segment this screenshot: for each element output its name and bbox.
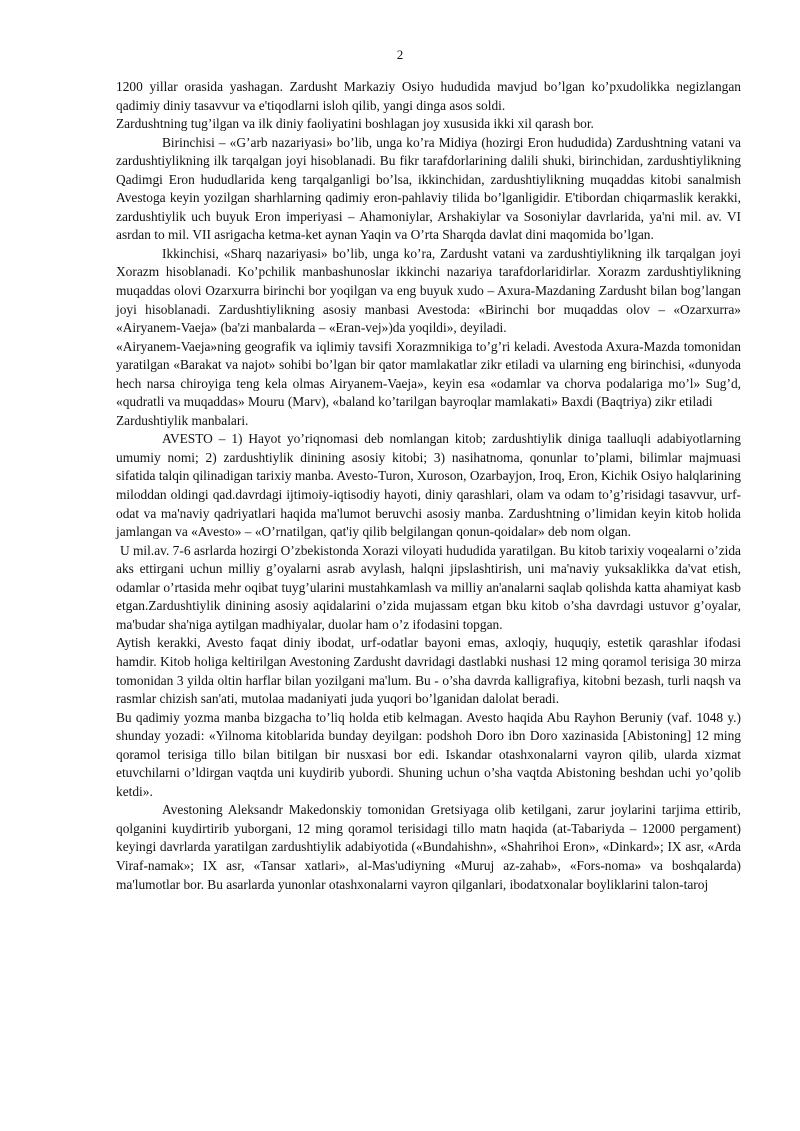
paragraph: Bu qadimiy yozma manba bizgacha to’liq holda etib kelmagan. Avesto haqida Abu Rayhon Beruniy (vaf. 1048 y.) shunday yozadi: «Yilnoma kitoblarida bunday deyilgan: podshoh Doro ibn Doro xazinasida [Abistoning] 12 ming qoramol terisiga tillo bilan bitilgan bir nusxasi bor edi. Iskandar otashxonalarni vayron qilib, ularda xizmat etuvchilarni o’ldirgan vaqtda uni kuydirib yubordi. Shuning uchun o’sha vaqtda Abistoning beshdan uchi yo’qolib ketdi».: [116, 709, 741, 799]
paragraph: «Airyanem-Vaeja»ning geografik va iqlimiy tavsifi Xorazmnikiga to’g’ri keladi. Avestoda Axura-Mazda tomonidan yaratilgan «Barakat va najot» sohibi bo’lgan bir qator mamlakatlar zikr etiladi va ularning eng birinchisi, «dunyoda hech narsa chiroyiga teng kela olmas Airyanem-Vaeja», keyin esa «odamlar va chorva podalariga mo’l» Sug’d, «qudratli va muqaddas» Mouru (Marv), «baland ko’tarilgan bayroqlar mamlakati» Baxdi (Baqtriya) zikr etiladi: [116, 338, 741, 410]
paragraph: U mil.av. 7-6 asrlarda hozirgi O’zbekistonda Xorazi viloyati hududida yaratilgan. Bu kitob tarixiy voqealarni o’zida aks ettirgani uchun milliy g’oyalarni asrab avylash, halqni jipslashtirish, uni ma'naviy yuksaklikka da'vat etish, odamlar o’rtasida mehr oqibat tuyg’ularini mustahkamlash va milliy an'analarni saqlab qolishda katta ahamiyat kasb etgan.Zardushtiylik dinining asosiy aqidalarini o’zida mujassam etgan bku kitob o’sha davrdagi ustuvor g’oyalar, ma'budar sha'niga aytilgan madhiyalar, duolar ham o’z ifodasini topgan.: [116, 542, 741, 632]
section-heading: Zardushtiylik manbalari.: [116, 412, 249, 428]
paragraph: Ikkinchisi, «Sharq nazariyasi» bo’lib, unga ko’ra, Zardusht vatani va zardushtiylikning ilk tarqalgan joyi Xorazm hisoblanadi. Ko’pchilik manbashunoslar ikkinchi nazariya tarafdorlaridirlar. Xorazm zardushtiylikning muqaddas olovi Ozarxurra birinchi bor yoqilgan va eng buyuk xudo – Axura-Mazdaning Zardusht bilan bog’langan joyi hisoblanadi. Zardushtiylikning asosiy manbasi Avestoda: «Birinchi bor muqaddas olov – «Ozarxurra» «Airyanem-Vaeja» (ba'zi manbalarda – «Eran-vej»)da yoqildi», deyiladi.: [116, 245, 741, 336]
paragraph: Birinchisi – «G’arb nazariyasi» bo’lib, unga ko’ra Midiya (hozirgi Eron hududida) Zardushtning vatani va zardushtiylikning ilk tarqalgan joyi hisoblanadi. Bu fikr tarafdorlarining dalili shuki, birinchidan, zardushtiylikning Qadimgi Eron hududlarida keng tarqalganligi bo’lsa, ikkinchidan, zardushtiylikning muqaddas kitobi sanalmish Avestoga keyin yozilgan sharhlarning qadimiy eron-pahlaviy tilida bo’lganligidir. E'tibordan chiqarmaslik kerakki, zardushtiylik uch buyuk Eron imperiyasi – Ahamoniylar, Arshakiylar va Sosoniylar davrlarida, ya'ni mil. av. VI asrdan to mil. VII asrigacha ketma-ket aynan Yaqin va O’rta Sharqda davlat dini maqomida bo’lgan.: [116, 134, 741, 243]
paragraph: Zardushtning tug’ilgan va ilk diniy faoliyatini boshlagan joy xususida ikki xil qarash bor.: [116, 116, 594, 132]
paragraph: 1200 yillar orasida yashagan. Zardusht Markaziy Osiyo hududida mavjud bo’lgan ko’pxudolikka negizlangan qadimiy diniy tasavvur va e'tiqodlarni isloh qilib, yangi dinga asos soldi.: [116, 79, 741, 113]
paragraph: AVESTO – 1) Hayot yo’riqnomasi deb nomlangan kitob; zardushtiylik diniga taalluqli adabiyotlarning umumiy nomi; 2) zardushtiylik dinining asosiy kitobi; 3) nasihatnoma, qonunlar to’plami, bilimlar majmuasi sifatida talqin qilinadigan tarixiy manba. Avesto-Turon, Xuroson, Ozarbayjon, Iroq, Eron, Kichik Osiyo halqlarining miloddan oldingi qad.davrdagi ijtimoiy-iqtisodiy hayoti, diniy qarashlari, olam va odam to’g’risidagi tasavvur, urf-odat va ma'naviy qadriyatlari haqida ma'lumot beruvchi asosiy manba. Zardushtning o’limidan keyin kitob holida jamlangan va «Avesto» – «O’rnatilgan, qat'iy qilib belgilangan qonun-qoidalar» deb nom olgan.: [116, 431, 741, 540]
paragraph: Aytish kerakki, Avesto faqat diniy ibodat, urf-odatlar bayoni emas, axloqiy, huquqiy, estetik qarashlar ifodasi hamdir. Kitob holiga keltirilgan Avestoning Zardusht davridagi dastlabki nushasi 12 ming qoramol terisiga 30 mirza tomonidan 3 yilda oltin harflar bilan yozilgani ma'lum. Bu - o’sha davrda kalligrafiya, kitobni bezash, turli naqsh va rasmlar chizish san'ati, mutolaa madaniyati juda yuqori bo’lganidan dalolat beradi.: [116, 635, 741, 707]
body-text: [116, 78, 741, 894]
paragraph: Avestoning Aleksandr Makedonskiy tomonidan Gretsiyaga olib ketilgani, zarur joylarini tarjima ettirib, qolganini kuydirtirib yuborgani, 12 ming qoramol terisidagi tillo matn haqida (at-Tabariyda – 12000 pergament) keyingi davrlarda yaratilgan zardushtiylik adabiyotida («Bundahishn», «Shahrihoi Eron», «Dinkard»; IX asr, «Arda Viraf-namak»; IX asr, «Tansar xatlari», al-Mas'udiyning «Muruj az-zahab», «Fors-noma» va boshqalarda) ma'lumotlar bor. Bu asarlarda yunonlar otashxonalarni vayron qilganlari, ibodatxonalar boyliklarini talon-taroj: [116, 802, 741, 892]
page-number: 2: [396, 47, 404, 62]
